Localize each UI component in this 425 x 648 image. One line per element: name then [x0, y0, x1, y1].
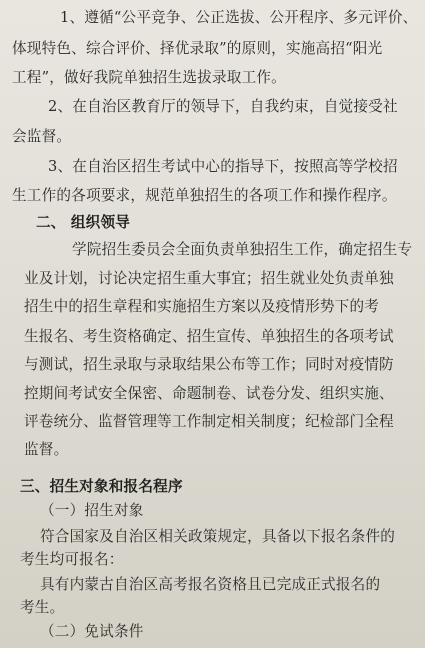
text-line: 学院招生委员会全面负责单独招生工作，确定招生专 — [72, 241, 413, 258]
text-line: 与测试，招生录取与录取结果公布等工作；同时对疫情防 — [24, 356, 394, 373]
text-line: 业及计划，讨论决定招生重大事宜；招生就业处负责单独 — [24, 270, 394, 287]
section-heading: 三、招生对象和报名程序 — [20, 478, 183, 495]
text-line: 招生中的招生章程和实施招生方案以及疫情形势下的考 — [24, 298, 380, 315]
text-line: 3、在自治区招生考试中心的指导下，按照高等学校招 — [48, 158, 398, 175]
text-line: 符合国家及自治区相关政策规定，具备以下报名条件的 — [40, 528, 396, 545]
subsection-heading: （一）招生对象 — [40, 502, 144, 519]
subsection-heading: （二）免试条件 — [40, 623, 144, 640]
section-heading: 二、 组织领导 — [36, 214, 131, 231]
text-line: 控期间考试安全保密、命题制卷、试卷分发、组织实施、 — [24, 385, 394, 402]
text-line: 考生均可报名： — [20, 551, 124, 568]
text-line: 评卷统分、监督管理等工作制定相关制度；纪检部门全程 — [24, 413, 394, 430]
text-line: 会监督。 — [12, 128, 72, 145]
text-line: 考生。 — [20, 599, 65, 616]
text-line: 监督。 — [24, 441, 69, 458]
text-line: 1、遵循“公平竞争、公正选拔、公开程序、多元评价、 — [60, 9, 418, 26]
text-line: 生工作的各项要求，规范单独招生的各项工作和操作程序。 — [12, 187, 397, 204]
text-line: 2、在自治区教育厅的领导下，自我约束，自觉接受社 — [48, 98, 398, 115]
text-line: 体现特色、综合评价、择优录取”的原则，实施高招“阳光 — [12, 40, 383, 57]
text-line: 工程”，做好我院单独招生选拔录取工作。 — [12, 69, 286, 86]
text-line: 具有内蒙古自治区高考报名资格且已完成正式报名的 — [40, 576, 381, 593]
text-line: 生报名、考生资格确定、招生宣传、单独招生的各项考试 — [24, 328, 394, 345]
